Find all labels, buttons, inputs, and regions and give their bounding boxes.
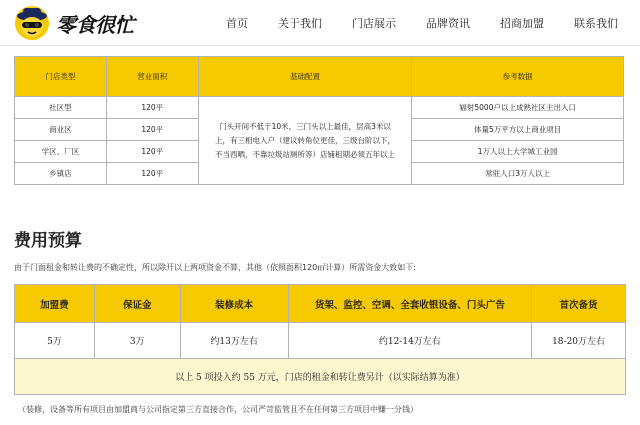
budget-summary: 以上 5 项投入约 55 万元，门店的租金和转让费另计（以实际结算为准） [15, 359, 626, 395]
header-equipment: 货架、监控、空调、全套收银设备、门头广告 [288, 285, 532, 323]
header-deposit: 保证金 [94, 285, 180, 323]
value-deposit: 3万 [94, 323, 180, 359]
budget-description: 由于门面租金和转让费的不确定性，所以除开以上两项资金不算，其他（依照面积120㎡计算）所需资金大致如下: [14, 263, 416, 272]
budget-title: 费用预算 [14, 231, 82, 251]
header-first-stock: 首次备货 [532, 285, 626, 323]
brand-name: 零食很忙 [56, 12, 134, 37]
value-equipment: 约12-14万左右 [288, 323, 532, 359]
budget-values-row [15, 323, 626, 359]
budget-summary-row [15, 359, 626, 395]
cell-store-type: 学区、厂区 [15, 141, 107, 163]
cell-store-type: 商业区 [15, 119, 107, 141]
cell-reference: 常驻人口3万人以上 [412, 163, 624, 185]
table-header-row [15, 57, 624, 97]
nav-stores[interactable]: 门店展示 [352, 17, 396, 30]
nav-contact[interactable]: 联系我们 [574, 17, 618, 30]
value-first-stock: 18-20万左右 [532, 323, 626, 359]
cell-area: 120平 [106, 141, 198, 163]
header-basic-config: 基础配置 [198, 57, 412, 97]
brand-logo[interactable] [14, 5, 134, 41]
budget-table [14, 284, 626, 395]
store-config-table [14, 56, 624, 185]
nav-home[interactable]: 首页 [226, 17, 248, 30]
nav-news[interactable]: 品牌资讯 [426, 17, 470, 30]
header-reference: 参考数据 [412, 57, 624, 97]
cell-reference: 1万人以上大学城工业园 [412, 141, 624, 163]
header-area: 营业面积 [106, 57, 198, 97]
cell-reference: 辐射5000户以上成熟社区主出入口 [412, 97, 624, 119]
header-store-type: 门店类型 [15, 57, 107, 97]
table-row [15, 97, 624, 119]
value-franchise-fee: 5万 [15, 323, 95, 359]
cell-area: 120平 [106, 119, 198, 141]
nav-about[interactable]: 关于我们 [278, 17, 322, 30]
cell-area: 120平 [106, 97, 198, 119]
main-nav [226, 0, 618, 46]
cell-basic-config: 门头开间不低于10米，三门头以上最佳，层高3米以上，有三相电入户（建议转角位更佳，三级台阶以下，不当西晒，不靠垃圾站厕所等）店铺租期必须五年以上 [198, 97, 412, 185]
cell-store-type: 社区型 [15, 97, 107, 119]
mascot-icon [14, 5, 50, 41]
header-decoration: 装修成本 [180, 285, 288, 323]
cell-area: 120平 [106, 163, 198, 185]
budget-header-row [15, 285, 626, 323]
cell-store-type: 乡镇店 [15, 163, 107, 185]
value-decoration: 约13万左右 [180, 323, 288, 359]
budget-note: （装修，设备等所有项目由加盟商与公司指定第三方直接合作，公司严苛监管且不在任何第三方项目中赚一分钱） [18, 405, 418, 414]
site-header [0, 0, 640, 46]
header-franchise-fee: 加盟费 [15, 285, 95, 323]
nav-franchise[interactable]: 招商加盟 [500, 17, 544, 30]
cell-reference: 体量5万平方以上商业项目 [412, 119, 624, 141]
